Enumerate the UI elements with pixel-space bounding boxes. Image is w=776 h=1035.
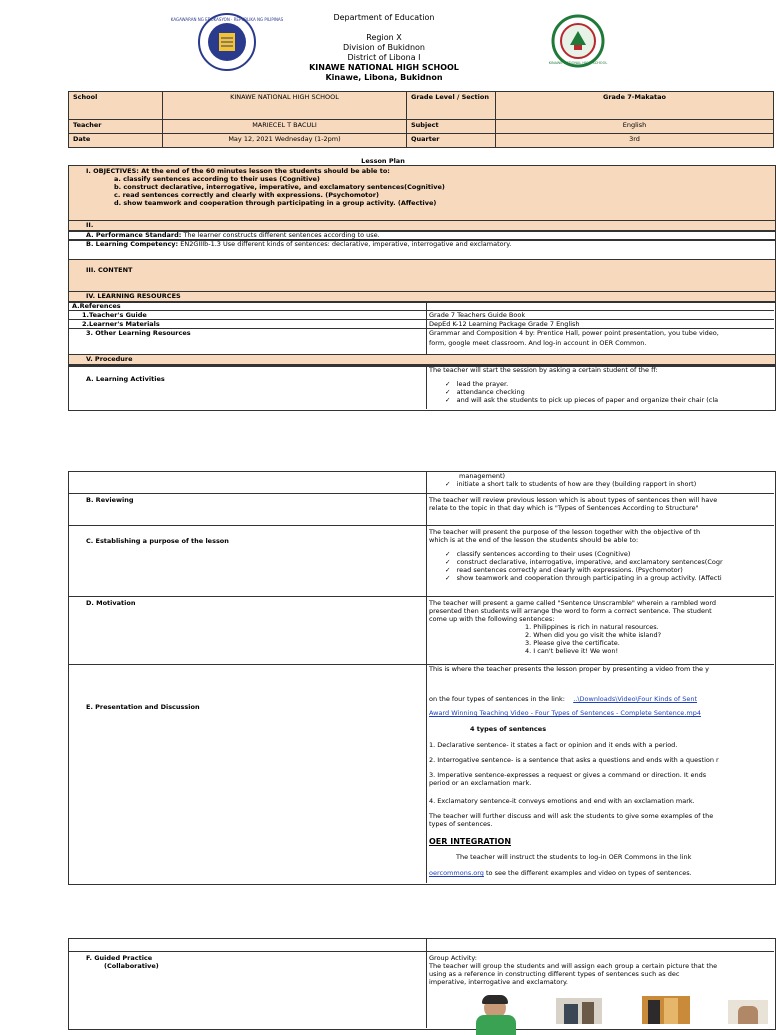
division: Division of Bukidnon (342, 43, 426, 52)
est-item-3: read sentences correctly and clearly with expressions. (Psychomotor) (456, 566, 683, 574)
est-item-4: show teamwork and cooperation through participating in a group activity. (Affecti (456, 574, 722, 582)
oer-text: The teacher will instruct the students to log-in OER Commons in the link (456, 853, 692, 861)
comp-label: B. Learning Competency: (86, 240, 179, 248)
perf-value: The learner constructs different sentences according to use. (183, 231, 380, 239)
discuss-2: types of sentences. (429, 820, 493, 828)
olr-label: 3. Other Learning Resources (86, 329, 191, 337)
establishing-text-2: which is at the end of the lesson the students should be able to: (429, 536, 639, 544)
type-2: 2. Interrogative sentence- is a sentence that asks a questions and ends with a question r (429, 756, 719, 764)
establishing-label: C. Establishing a purpose of the lesson (86, 537, 229, 545)
la-item-3: ✓ and will ask the students to pick up pieces of paper and organize their chair (cla (445, 396, 719, 404)
check-icon: ✓ (445, 380, 451, 388)
group-activity-2: using as a reference in constructing different types of sentences such as dec (429, 970, 680, 978)
la-intro: The teacher will start the session by asking a certain student of the ff: (429, 366, 658, 374)
reviewing-text-2: relate to the topic in that day which is "Types of Sentences According to Structure" (429, 504, 699, 512)
procedure-head: V. Procedure (86, 355, 133, 363)
video-link-2[interactable]: Award Winning Teaching Video - Four Types of Sentences - Complete Sentence.mp4 (429, 709, 701, 717)
activity-photo-1 (468, 995, 524, 1024)
check-icon: ✓ (445, 550, 451, 558)
objective-c: c. read sentences correctly and clearly with expressions. (Psychomotor) (114, 191, 379, 199)
reviewing-text-1: The teacher will review previous lesson which is about types of sentences then will have (429, 496, 718, 504)
motivation-label: D. Motivation (86, 599, 136, 607)
check-icon: ✓ (445, 558, 451, 566)
cont-item: initiate a short talk to students of how are they (building rapport in short) (456, 480, 697, 488)
types-head: 4 types of sentences (470, 725, 547, 733)
establishing-text-1: The teacher will present the purpose of the lesson together with the objective of th (429, 528, 701, 536)
check-icon: ✓ (445, 574, 451, 582)
type-1: 1. Declarative sentence- it states a fact or opinion and it ends with a period. (429, 741, 678, 749)
objective-d: d. show teamwork and cooperation through participating in a group activity. (Affective) (114, 199, 437, 207)
activity-photo-4 (728, 1000, 768, 1024)
lm-label: 2.Learner's Materials (82, 320, 160, 328)
lesson-plan-title: Lesson Plan (361, 157, 405, 165)
oer-tail: to see the different examples and video on types of sentences. (483, 869, 692, 877)
date-label: Date (69, 134, 163, 148)
type-4: 4. Exclamatory sentence-it conveys emotions and end with an exclamation mark. (429, 797, 695, 805)
mot-item-4: 4. I can't believe it! We won! (525, 647, 619, 655)
la-item-1: ✓ lead the prayer. (445, 380, 509, 388)
school-label: School (69, 92, 163, 120)
cont-partial: management) (459, 472, 506, 480)
comp-value: EN2GIIIb-1.3 Use different kinds of sentences: declarative, imperative, interrogative and exclamatory. (180, 240, 512, 248)
date-value: May 12, 2021 Wednesday (1-2pm) (163, 134, 407, 148)
check-icon: ✓ (445, 396, 451, 404)
olr-value-2: form, google meet classroom. And log-in account in OER Common. (429, 339, 647, 347)
activity-photo-3 (642, 996, 690, 1024)
teacher-label: Teacher (69, 120, 163, 134)
section-ii: II. (86, 221, 94, 229)
content-box (68, 259, 776, 293)
school-name: KINAWE NATIONAL HIGH SCHOOL (309, 63, 459, 72)
school-logo-text: KINAWE NATIONAL HIGH SCHOOL (548, 61, 608, 65)
school-address: Kinawe, Libona, Bukidnon (325, 73, 443, 82)
resources-head: IV. LEARNING RESOURCES (86, 292, 181, 300)
quarter-value: 3rd (496, 134, 774, 148)
subject-value: English (496, 120, 774, 134)
motivation-text-1: The teacher will present a game called "Sentence Unscramble" wherein a rambled word (429, 599, 717, 607)
pres-text-1: This is where the teacher presents the lesson proper by presenting a video from the y (429, 665, 709, 673)
quarter-label: Quarter (407, 134, 496, 148)
mot-item-1: 1. Philippines is rich in natural resources. (525, 623, 659, 631)
letterhead (0, 13, 768, 83)
check-icon: ✓ (445, 388, 451, 396)
deped-seal-text: KAGAWARAN NG EDUKASYON · REPUBLIKA NG PILIPINAS (170, 17, 284, 22)
content-head: III. CONTENT (86, 266, 133, 274)
references-label: A.References (72, 302, 121, 310)
guided-practice-label: F. Guided Practice (86, 954, 153, 962)
subject-label: Subject (407, 120, 496, 134)
group-activity-3: imperative, interrogative and exclamatory. (429, 978, 568, 986)
mot-item-3: 3. Please give the certificate. (525, 639, 620, 647)
est-item-2: construct declarative, interrogative, imperative, and exclamatory sentences(Cogr (456, 558, 723, 566)
discuss-1: The teacher will further discuss and will ask the students to give some examples of the (429, 812, 714, 820)
objectives-head: I. OBJECTIVES: At the end of the 60 minutes lesson the students should be able to: (86, 167, 390, 175)
check-icon: ✓ (445, 480, 451, 488)
perf-label: A. Performance Standard: (86, 231, 182, 239)
district: District of Libona I (347, 53, 421, 62)
motivation-text-3: come up with the following sentences: (429, 615, 555, 623)
grade-label: Grade Level / Section (407, 92, 496, 120)
tg-value: Grade 7 Teachers Guide Book (429, 311, 526, 319)
est-item-1: classify sentences according to their uses (Cognitive) (456, 550, 631, 558)
motivation-text-2: presented then students will arrange the word to form a correct sentence. The student (429, 607, 712, 615)
pres-text-2: on the four types of sentences in the link: (429, 695, 565, 703)
tg-label: 1.Teacher's Guide (82, 311, 147, 319)
la-item-2: ✓ attendance checking (445, 388, 525, 396)
teacher-value: MARIECEL T BACULI (163, 120, 407, 134)
type-3a: 3. Imperative sentence-expresses a request or gives a command or direction. It ends (429, 771, 707, 779)
objective-b: b. construct declarative, interrogative, imperative, and exclamatory sentences(Cognitive) (114, 183, 445, 191)
school-value: KINAWE NATIONAL HIGH SCHOOL (163, 92, 407, 120)
type-3b: period or an exclamation mark. (429, 779, 532, 787)
presentation-label: E. Presentation and Discussion (86, 703, 200, 711)
guided-practice-sub: (Collaborative) (104, 962, 159, 970)
mot-item-2: 2. When did you go visit the white island? (525, 631, 662, 639)
info-table (68, 91, 774, 148)
grade-value: Grade 7-Makatao (496, 92, 774, 120)
oer-link[interactable]: oercommons.org (429, 869, 484, 877)
objective-a: a. classify sentences according to their uses (Cognitive) (114, 175, 320, 183)
oer-head: OER INTEGRATION (429, 837, 512, 846)
group-activity-head: Group Activity: (429, 954, 477, 962)
lm-value: DepEd K-12 Learning Package Grade 7 English (429, 320, 580, 328)
region: Region X (366, 33, 402, 42)
reviewing-label: B. Reviewing (86, 496, 134, 504)
check-icon: ✓ (445, 566, 451, 574)
activity-photo-2 (556, 998, 602, 1024)
group-activity-1: The teacher will group the students and will assign each group a certain picture that the (429, 962, 718, 970)
olr-value-1: Grammar and Composition 4 by: Prentice Hall, power point presentation, you tube video, (429, 329, 719, 337)
la-label: A. Learning Activities (86, 375, 165, 383)
video-link-1[interactable]: ..\Downloads\Video\Four Kinds of Sent (573, 695, 698, 703)
dept-name: Department of Education (333, 13, 435, 22)
